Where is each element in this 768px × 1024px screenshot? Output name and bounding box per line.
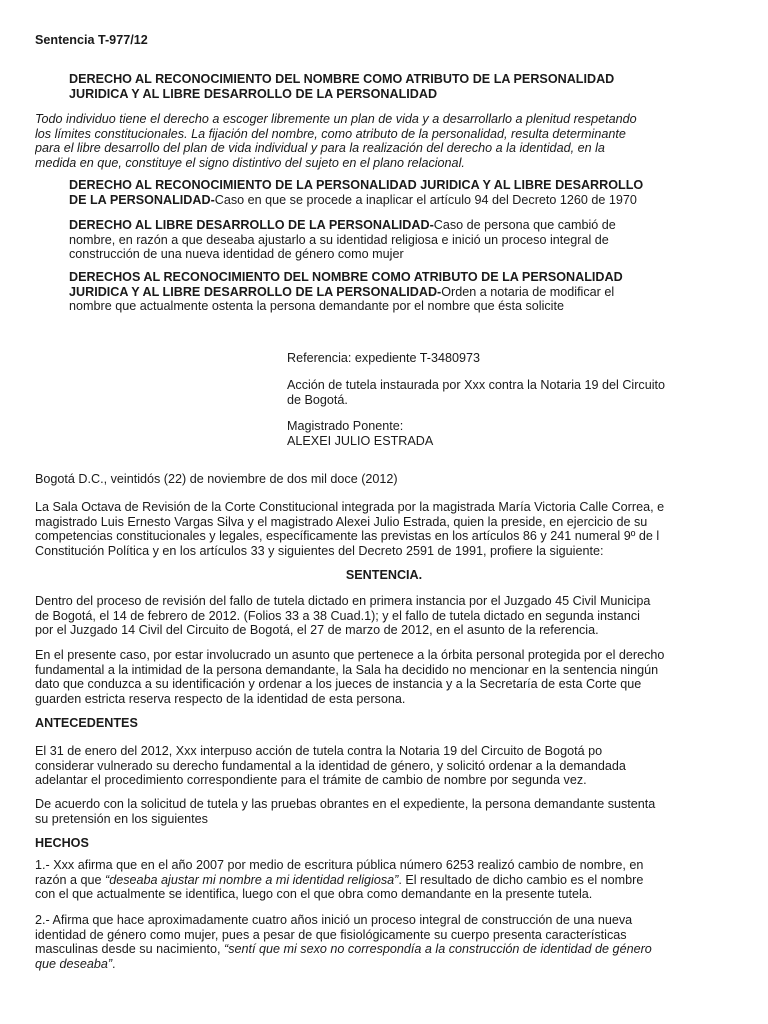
- hecho-2-quote: “sentí que mi sexo no correspondía a la construcción de identidad de género: [224, 942, 652, 957]
- hecho-1-quote: “deseaba ajustar mi nombre a mi identidad religiosa”: [105, 872, 399, 887]
- date-line: Bogotá D.C., veintidós (22) de noviembre de dos mil doce (2012): [35, 472, 398, 486]
- hecho-2-quote: que deseaba”: [35, 956, 113, 971]
- headnote-4-line-3: nombre que actualmente ostenta la persona demandante por el nombre que ésta solicite: [69, 299, 564, 314]
- headnote-4-line-1: DERECHOS AL RECONOCIMIENTO DEL NOMBRE COMO ATRIBUTO DE LA PERSONALIDAD: [69, 270, 623, 284]
- reference-accion: [287, 378, 768, 407]
- acuerdo-line: su pretensión en los siguientes: [35, 811, 208, 826]
- intro-line: Constitución Política y en los artículos 33 y siguientes del Decreto 2591 de 1991, profiere la siguiente:: [35, 543, 604, 558]
- headnote-summary: [35, 112, 768, 170]
- headnote-3-line-2: nombre, en razón a que deseaba ajustarlo a su identidad religiosa e inició un proceso integral de: [69, 232, 609, 247]
- summary-line: los límites constitucionales. La fijación del nombre, como atributo de la personalidad, resulta determinante: [35, 126, 626, 141]
- headnote-3-bold: DERECHO AL LIBRE DESARROLLO DE LA PERSONALIDAD-: [69, 218, 434, 232]
- hecho-2-text: .: [112, 956, 116, 971]
- case-number: Sentencia T-977/12: [35, 33, 148, 47]
- reference-ponente: [287, 419, 768, 448]
- proceso-paragraph: [35, 594, 768, 638]
- sentencia-heading: SENTENCIA.: [345, 568, 423, 582]
- headnote-1-line-1: DERECHO AL RECONOCIMIENTO DEL NOMBRE COMO ATRIBUTO DE LA PERSONALIDAD: [69, 72, 615, 86]
- proceso-line: de Bogotá, el 14 de febrero de 2012. (Folios 33 a 38 Cuad.1); y el fallo de tutela dictado en segunda instanci: [35, 608, 640, 623]
- intro-line: magistrado Luis Ernesto Vargas Silva y el magistrado Alexei Julio Estrada, quien la preside, en ejercicio de su: [35, 514, 648, 529]
- headnote-1: [69, 72, 768, 101]
- reference-expediente: Referencia: expediente T-3480973: [287, 351, 481, 365]
- headnote-2-bold: DE LA PERSONALIDAD-: [69, 192, 215, 207]
- reserva-paragraph: [35, 648, 768, 706]
- intro-line: competencias constitucionales y legales, específicamente las previstas en los artículos 86 y 241 numeral 9º de l: [35, 529, 660, 544]
- proceso-line: por el Juzgado 14 Civil del Circuito de Bogotá, el 27 de marzo de 2012, en el asunto de la referencia.: [35, 623, 599, 638]
- reserva-line: dato que conduzca a su identificación y ordenar a los jueces de instancia y a la Secretaría de esta Corte que: [35, 677, 642, 692]
- accion-line-2: de Bogotá.: [287, 392, 348, 407]
- antecedentes-line: El 31 de enero del 2012, Xxx interpuso acción de tutela contra la Notaria 19 del Circuito de Bogotá po: [35, 744, 603, 758]
- hecho-2-line-2: identidad de género como mujer, pues a pesar de que fisiológicamente su cuerpo presenta características: [35, 927, 627, 942]
- antecedentes-line: adelantar el procedimiento correspondiente para el trámite de cambio de nombre por segunda vez.: [35, 773, 587, 788]
- headnote-1-line-2: JURIDICA Y AL LIBRE DESARROLLO DE LA PERSONALIDAD: [69, 86, 438, 101]
- headnote-2-text: Caso en que se procede a inaplicar el artículo 94 del Decreto 1260 de 1970: [214, 192, 637, 207]
- summary-line: medida en que, constituye el signo distintivo del sujeto en el plano relacional.: [35, 155, 465, 170]
- headnote-4: [69, 270, 768, 314]
- hechos-heading: HECHOS: [35, 836, 89, 850]
- reserva-line: fundamental a la intimidad de la persona demandante, la Sala ha decidido no mencionar en la sentencia ningún: [35, 662, 659, 677]
- hecho-2: [35, 913, 768, 971]
- hecho-1-text: . El resultado de dicho cambio es el nombre: [398, 872, 644, 887]
- proceso-line: Dentro del proceso de revisión del fallo de tutela dictado en primera instancia por el Juzgado 45 Civil Municipa: [35, 594, 651, 608]
- ponente-label: Magistrado Ponente:: [287, 419, 404, 433]
- headnote-3-line-3: construcción de una nueva identidad de género como mujer: [69, 247, 404, 262]
- summary-line: Todo individuo tiene el derecho a escoger libremente un plan de vida y a desarrollarlo a plenitud respetando: [35, 112, 637, 126]
- hecho-1: [35, 858, 768, 902]
- hecho-2-text: masculinas desde su nacimiento,: [35, 942, 225, 957]
- headnote-3: [69, 218, 768, 262]
- antecedentes-heading: ANTECEDENTES: [35, 716, 138, 730]
- hecho-1-line-1: 1.- Xxx afirma que en el año 2007 por medio de escritura pública número 6253 realizó cambio de nombre, en: [35, 858, 644, 872]
- ponente-name: ALEXEI JULIO ESTRADA: [287, 433, 434, 448]
- headnote-4-text: Orden a notaria de modificar el: [441, 284, 615, 299]
- headnote-2: [69, 178, 768, 207]
- accion-line-1: Acción de tutela instaurada por Xxx contra la Notaria 19 del Circuito: [287, 378, 666, 392]
- antecedentes-line: considerar vulnerado su derecho fundamental a la identidad de género, y solicitó ordenar a la demandada: [35, 758, 626, 773]
- hecho-1-text: razón a que: [35, 872, 106, 887]
- headnote-2-line-1: DERECHO AL RECONOCIMIENTO DE LA PERSONALIDAD JURIDICA Y AL LIBRE DESARROLLO: [69, 178, 644, 192]
- summary-line: para el libre desarrollo del plan de vida individual y para la realización del derecho a la identidad, en la: [35, 141, 605, 156]
- hecho-1-line-3: con el que actualmente se identifica, luego con el que obra como demandante en la presente tutela.: [35, 887, 593, 902]
- acuerdo-line: De acuerdo con la solicitud de tutela y las pruebas obrantes en el expediente, la persona demandante sustenta: [35, 797, 656, 811]
- headnote-4-bold: JURIDICA Y AL LIBRE DESARROLLO DE LA PERSONALIDAD-: [69, 284, 442, 299]
- hecho-2-line-1: 2.- Afirma que hace aproximadamente cuatro años inició un proceso integral de construcción de una nueva: [35, 913, 633, 927]
- reserva-line: En el presente caso, por estar involucrado un asunto que pertenece a la órbita personal protegida por el derecho: [35, 648, 665, 662]
- headnote-3-text: Caso de persona que cambió de: [433, 218, 616, 232]
- reserva-line: guarden estricta reserva respecto de la identidad de esta persona.: [35, 691, 406, 706]
- intro-paragraph: [35, 500, 768, 558]
- acuerdo-paragraph: [35, 797, 768, 826]
- antecedentes-paragraph: [35, 744, 768, 788]
- intro-line: La Sala Octava de Revisión de la Corte Constitucional integrada por la magistrada María Victoria Calle Correa, e: [35, 500, 665, 514]
